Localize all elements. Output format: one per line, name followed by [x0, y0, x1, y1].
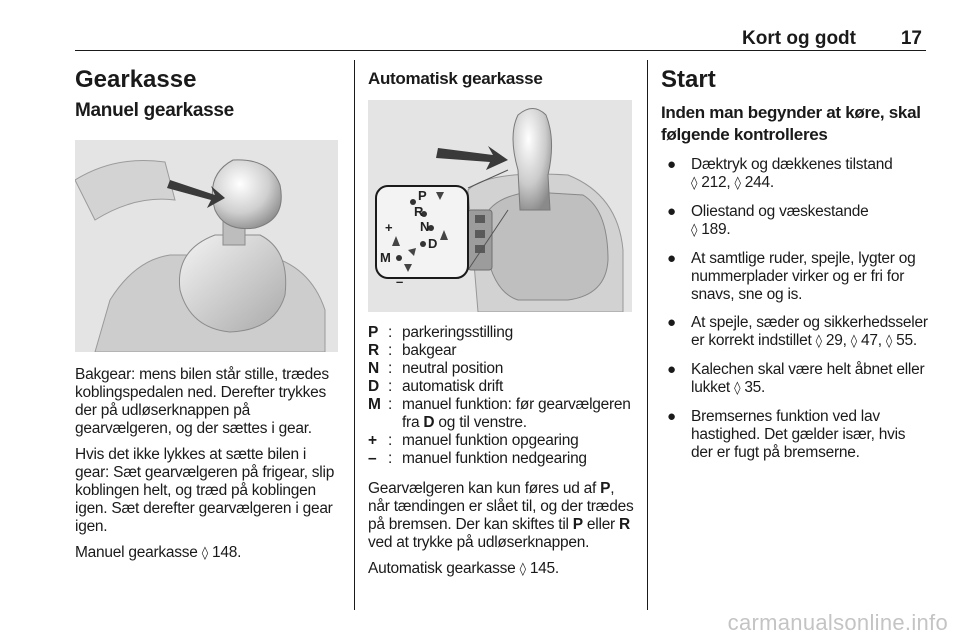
list-item: ● Oliestand og væskestande ◊ 189. [667, 203, 869, 238]
automatic-gear-lever-illustration [368, 100, 632, 312]
gate-label-n: N [420, 219, 430, 234]
reference-icon: ◊ [201, 546, 208, 561]
reference-icon: ◊ [691, 223, 698, 238]
subsection-heading: Manuel gearkasse [75, 100, 234, 121]
list-item: ● At spejle, sæder og sikkerhedsseler er korrekt indstillet ◊ 29, ◊ 47, ◊ 55. [667, 314, 928, 349]
plus-icon: + [385, 220, 393, 235]
legend-row: D : automatisk drift [368, 378, 504, 395]
list-item: ● Dæktryk og dækkenes tilstand ◊ 212, ◊ 244. [667, 156, 893, 191]
cross-reference: Manuel gearkasse ◊ 148. [75, 544, 242, 561]
watermark: carmanualsonline.info [727, 610, 948, 635]
gate-label-p: P [418, 188, 427, 203]
page-header [75, 26, 926, 51]
column-divider [647, 60, 648, 610]
reference-icon: ◊ [815, 334, 822, 349]
manual-gear-lever-illustration [75, 140, 338, 352]
manual-gear-lever-drawing [75, 140, 338, 352]
reference-icon: ◊ [519, 562, 526, 577]
header-title: Kort og godt [742, 28, 856, 49]
section-heading: Start [661, 66, 716, 93]
column-divider [354, 60, 355, 610]
legend-row: + : manuel funktion opgearing [368, 432, 579, 449]
column-automatic-gearbox [368, 60, 634, 579]
page-number: 17 [900, 28, 922, 49]
automatic-gear-lever-drawing [368, 100, 632, 312]
column-start [661, 60, 929, 472]
gate-label-r: R [414, 204, 424, 219]
gate-label-m: M [380, 250, 391, 265]
column-manual-gearbox [75, 60, 343, 563]
reference-icon: ◊ [734, 381, 741, 396]
paragraph: Hvis det ikke lykkes at sætte bilen i gear: Sæt gearvælgeren på frigear, slip koblingen helt, og træd på koblingen igen. Sæt derefter gearvælgeren i gear igen. [75, 446, 335, 535]
reference-icon: ◊ [734, 176, 741, 191]
reference-icon: ◊ [850, 334, 857, 349]
reference-icon: ◊ [691, 176, 698, 191]
reference-icon: ◊ [885, 334, 893, 349]
gear-legend [368, 324, 634, 468]
legend-row: – : manuel funktion nedgearing [368, 450, 587, 467]
gate-label-d: D [428, 236, 438, 251]
subsection-heading: Inden man begynder at køre, skal følgende kontrolleres [661, 103, 921, 144]
minus-icon: – [396, 274, 404, 289]
paragraph: Bakgear: mens bilen står stille, trædes koblingspedalen ned. Derefter trykkes der på udløserknappen på gearvælgeren, og der sættes i gear. [75, 366, 329, 437]
list-item: ● At samtlige ruder, spejle, lygter og nummerplader virker og er fri for snavs, sne og is. [667, 250, 916, 303]
section-heading: Gearkasse [75, 66, 197, 93]
list-item: ● Kalechen skal være helt åbnet eller lukket ◊ 35. [667, 361, 925, 396]
list-item: ● Bremsernes funktion ved lav hastighed. Det gælder især, hvis der er fugt på bremserne. [667, 408, 906, 461]
checklist [661, 156, 929, 462]
legend-row: M : manuel funktion: før gearvælgeren fra D og til venstre. [368, 396, 631, 431]
legend-row: P : parkeringsstilling [368, 324, 513, 341]
section-heading: Automatisk gearkasse [368, 69, 543, 88]
legend-row: R : bakgear [368, 342, 457, 359]
legend-row: N : neutral position [368, 360, 504, 377]
cross-reference: Automatisk gearkasse ◊ 145. [368, 560, 559, 577]
paragraph: Gearvælgeren kan kun føres ud af P, når tændingen er slået til, og der trædes på bremsen. Der kan skiftes til P eller R ved at trykke på udløserknappen. [368, 480, 634, 551]
